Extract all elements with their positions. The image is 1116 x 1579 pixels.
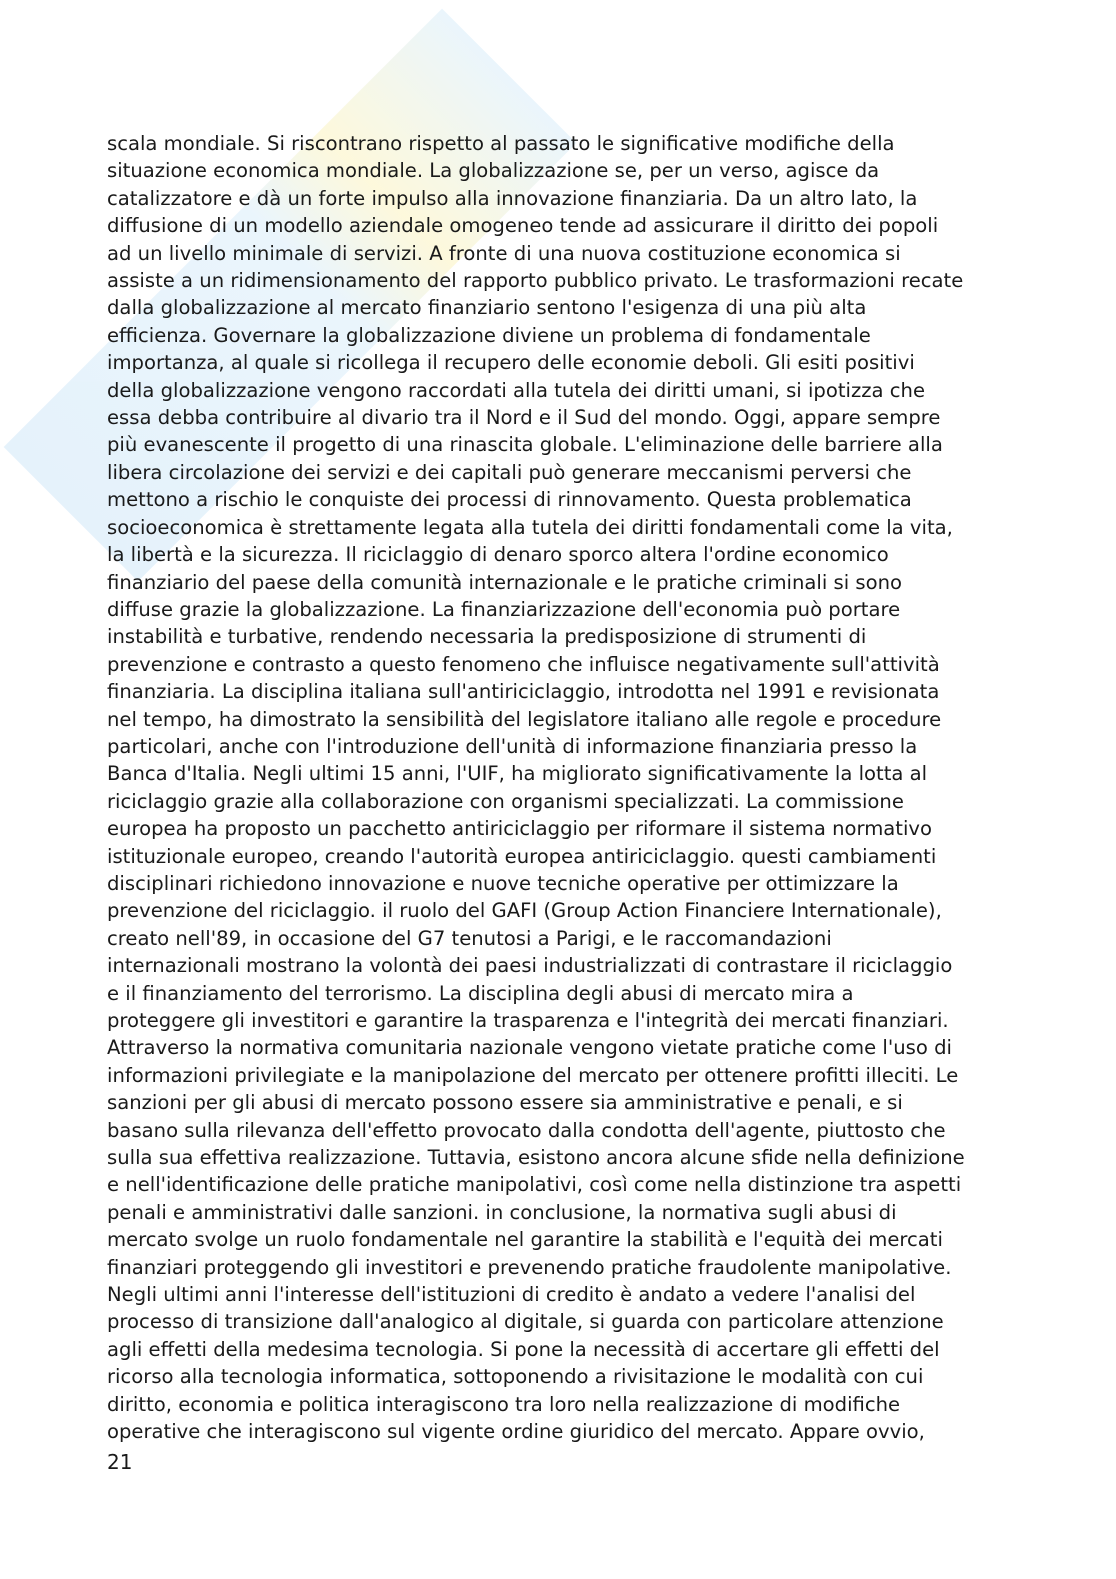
text-line: instabilità e turbative, rendendo necessaria la predisposizione di strumenti di [107, 625, 867, 649]
text-line: creato nell'89, in occasione del G7 tenutosi a Parigi, e le raccomandazioni [107, 926, 832, 950]
text-line: finanziaria. La disciplina italiana sull'antiriciclaggio, introdotta nel 1991 e revisionata [107, 680, 940, 704]
text-line: diritto, economia e politica interagiscono tra loro nella realizzazione di modifiche [107, 1392, 901, 1416]
body-text [107, 130, 965, 1446]
text-line: Banca d'Italia. Negli ultimi 15 anni, l'UIF, ha migliorato significativamente la lotta al [107, 762, 928, 786]
text-line: diffuse grazie la globalizzazione. La finanziarizzazione dell'economia può portare [107, 597, 901, 621]
page-number: 21 [107, 1450, 133, 1474]
text-line: riciclaggio grazie alla collaborazione con organismi specializzati. La commissione [107, 789, 904, 813]
text-line: Negli ultimi anni l'interesse dell'istituzioni di credito è andato a vedere l'analisi del [107, 1283, 916, 1307]
text-line: penali e amministrativi dalle sanzioni. in conclusione, la normativa sugli abusi di [107, 1200, 897, 1224]
text-line: e nell'identificazione delle pratiche manipolativi, così come nella distinzione tra aspetti [107, 1173, 962, 1197]
text-line: sulla sua effettiva realizzazione. Tuttavia, esistono ancora alcune sfide nella definizione [107, 1146, 965, 1170]
text-line: dalla globalizzazione al mercato finanziario sentono l'esigenza di una più alta [107, 296, 867, 320]
text-line: più evanescente il progetto di una rinascita globale. L'eliminazione delle barriere alla [107, 433, 943, 457]
text-line: e il finanziamento del terrorismo. La disciplina degli abusi di mercato mira a [107, 981, 854, 1005]
text-line: informazioni privilegiate e la manipolazione del mercato per ottenere profitti illeciti. Le [107, 1063, 959, 1087]
text-line: libera circolazione dei servizi e dei capitali può generare meccanismi perversi che [107, 460, 912, 484]
text-line: ricorso alla tecnologia informatica, sottoponendo a rivisitazione le modalità con cui [107, 1365, 924, 1389]
text-line: catalizzatore e dà un forte impulso alla innovazione finanziaria. Da un altro lato, la [107, 186, 918, 210]
text-line: proteggere gli investitori e garantire la trasparenza e l'integrità dei mercati finanziari. [107, 1009, 949, 1032]
text-line: agli effetti della medesima tecnologia. Si pone la necessità di accertare gli effetti del [107, 1337, 940, 1361]
text-line: disciplinari richiedono innovazione e nuove tecniche operative per ottimizzare la [107, 871, 899, 895]
text-line: istituzionale europeo, creando l'autorità europea antiriciclaggio. questi cambiamenti [107, 844, 937, 868]
text-line: mercato svolge un ruolo fondamentale nel garantire la stabilità e l'equità dei mercati [107, 1228, 943, 1252]
text-line: situazione economica mondiale. La globalizzazione se, per un verso, agisce da [107, 159, 880, 183]
text-line: della globalizzazione vengono raccordati alla tutela dei diritti umani, si ipotizza che [107, 378, 926, 402]
text-line: la libertà e la sicurezza. Il riciclaggio di denaro sporco altera l'ordine economico [107, 543, 889, 567]
text-line: finanziario del paese della comunità internazionale e le pratiche criminali si sono [107, 570, 902, 594]
text-line: scala mondiale. Si riscontrano rispetto al passato le significative modifiche della [107, 132, 895, 155]
text-line: ad un livello minimale di servizi. A fronte di una nuova costituzione economica si [107, 241, 901, 265]
text-line: europea ha proposto un pacchetto antiriciclaggio per riformare il sistema normativo [107, 817, 933, 841]
text-line: assiste a un ridimensionamento del rapporto pubblico privato. Le trasformazioni recate [107, 269, 964, 293]
text-line: finanziari proteggendo gli investitori e prevenendo pratiche fraudolente manipolative. [107, 1255, 952, 1279]
text-line: Attraverso la normativa comunitaria nazionale vengono vietate pratiche come l'uso di [107, 1036, 952, 1060]
text-line: socioeconomica è strettamente legata alla tutela dei diritti fondamentali come la vita, [107, 515, 953, 539]
text-line: mettono a rischio le conquiste dei processi di rinnovamento. Questa problematica [107, 488, 912, 512]
text-line: sanzioni per gli abusi di mercato possono essere sia amministrative e penali, e si [107, 1091, 903, 1115]
text-line: internazionali mostrano la volontà dei paesi industrializzati di contrastare il riciclaggio [107, 954, 953, 978]
text-line: essa debba contribuire al divario tra il Nord e il Sud del mondo. Oggi, appare sempre [107, 406, 941, 430]
text-line: diffusione di un modello aziendale omogeneo tende ad assicurare il diritto dei popoli [107, 214, 939, 238]
text-line: prevenzione e contrasto a questo fenomeno che influisce negativamente sull'attività [107, 652, 940, 676]
text-line: basano sulla rilevanza dell'effetto provocato dalla condotta dell'agente, piuttosto che [107, 1118, 946, 1142]
text-line: prevenzione del riciclaggio. il ruolo del GAFI (Group Action Financiere Internationale), [107, 899, 942, 923]
text-line: operative che interagiscono sul vigente ordine giuridico del mercato. Appare ovvio, [107, 1420, 925, 1444]
text-line: nel tempo, ha dimostrato la sensibilità del legislatore italiano alle regole e procedure [107, 707, 942, 731]
text-line: particolari, anche con l'introduzione dell'unità di informazione finanziaria presso la [107, 734, 918, 758]
text-line: efficienza. Governare la globalizzazione diviene un problema di fondamentale [107, 323, 871, 347]
text-line: importanza, al quale si ricollega il recupero delle economie deboli. Gli esiti positivi [107, 351, 915, 375]
text-line: processo di transizione dall'analogico al digitale, si guarda con particolare attenzione [107, 1310, 944, 1334]
